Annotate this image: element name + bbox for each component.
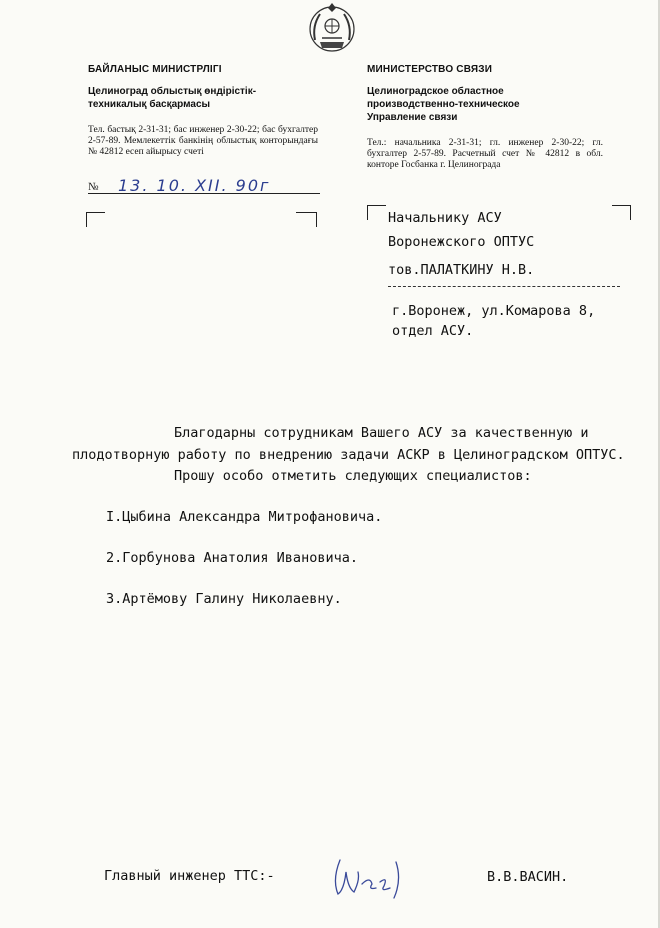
org-kazakh-line1: Целиноград облыстық өндірістік- (88, 86, 257, 97)
number-label: № (88, 181, 99, 193)
list-item: 2.Горбунова Анатолия Ивановича. (106, 550, 358, 566)
org-russian-line1: Целиноградское областное (367, 86, 504, 97)
recipient-line3: тов.ПАЛАТКИНУ Н.В. (388, 262, 535, 278)
header-left-kazakh (88, 64, 318, 158)
state-emblem-icon (306, 2, 358, 58)
org-russian (367, 85, 557, 124)
body-line3: Прошу особо отметить следующих специалистов: (174, 468, 532, 484)
corner-mark (86, 212, 105, 227)
corner-mark (612, 205, 631, 220)
phones-kazakh: Тел. бастық 2-31-31; бас инженер 2-30-22; бас бухгалтер 2-57-89. Мемлекеттік банкінің облыстық конторындағы № 42812 есеп айырысу счеті (88, 125, 318, 157)
corner-mark (367, 205, 386, 220)
ministry-russian: МИНИСТЕРСТВО СВЯЗИ (367, 64, 493, 75)
handwritten-signature (318, 850, 418, 906)
signatory-name: В.В.ВАСИН. (487, 869, 569, 885)
org-russian-line3: Управление связи (367, 112, 458, 123)
org-russian-line2: производственно-техническое (367, 99, 520, 110)
recipient-line2: Воронежского ОПТУС (388, 234, 535, 250)
recipient-line1: Начальнику АСУ (388, 210, 502, 226)
phones-russian: Тел.: начальника 2-31-31; гл. инженер 2-30-22; гл. бухгалтер 2-57-89. Расчетный счет № 42812 в обл. конторе Госбанка г. Целинограда (367, 138, 603, 170)
org-kazakh (88, 85, 298, 111)
recipient-address1: г.Воронеж, ул.Комарова 8, (392, 303, 596, 319)
document-number-line (88, 175, 320, 194)
document-number-handwritten: 13. 10. XII. 90г (118, 176, 271, 195)
body-line1: Благодарны сотрудникам Вашего АСУ за качественную и (174, 425, 589, 441)
address-separator (388, 286, 620, 287)
recipient-address2: отдел АСУ. (392, 323, 474, 339)
signatory-title: Главный инженер ТТС:- (104, 868, 275, 884)
header-right-russian (367, 64, 603, 171)
ministry-kazakh: БАЙЛАНЫС МИНИСТРЛІГІ (88, 64, 222, 75)
list-item: 3.Артёмову Галину Николаевну. (106, 591, 342, 607)
list-item: I.Цыбина Александра Митрофановича. (106, 509, 383, 525)
corner-mark (296, 212, 317, 227)
body-line2: плодотворную работу по внедрению задачи АСКР в Целиноградском ОПТУС. (72, 447, 625, 463)
org-kazakh-line2: техникалық басқармасы (88, 99, 211, 110)
